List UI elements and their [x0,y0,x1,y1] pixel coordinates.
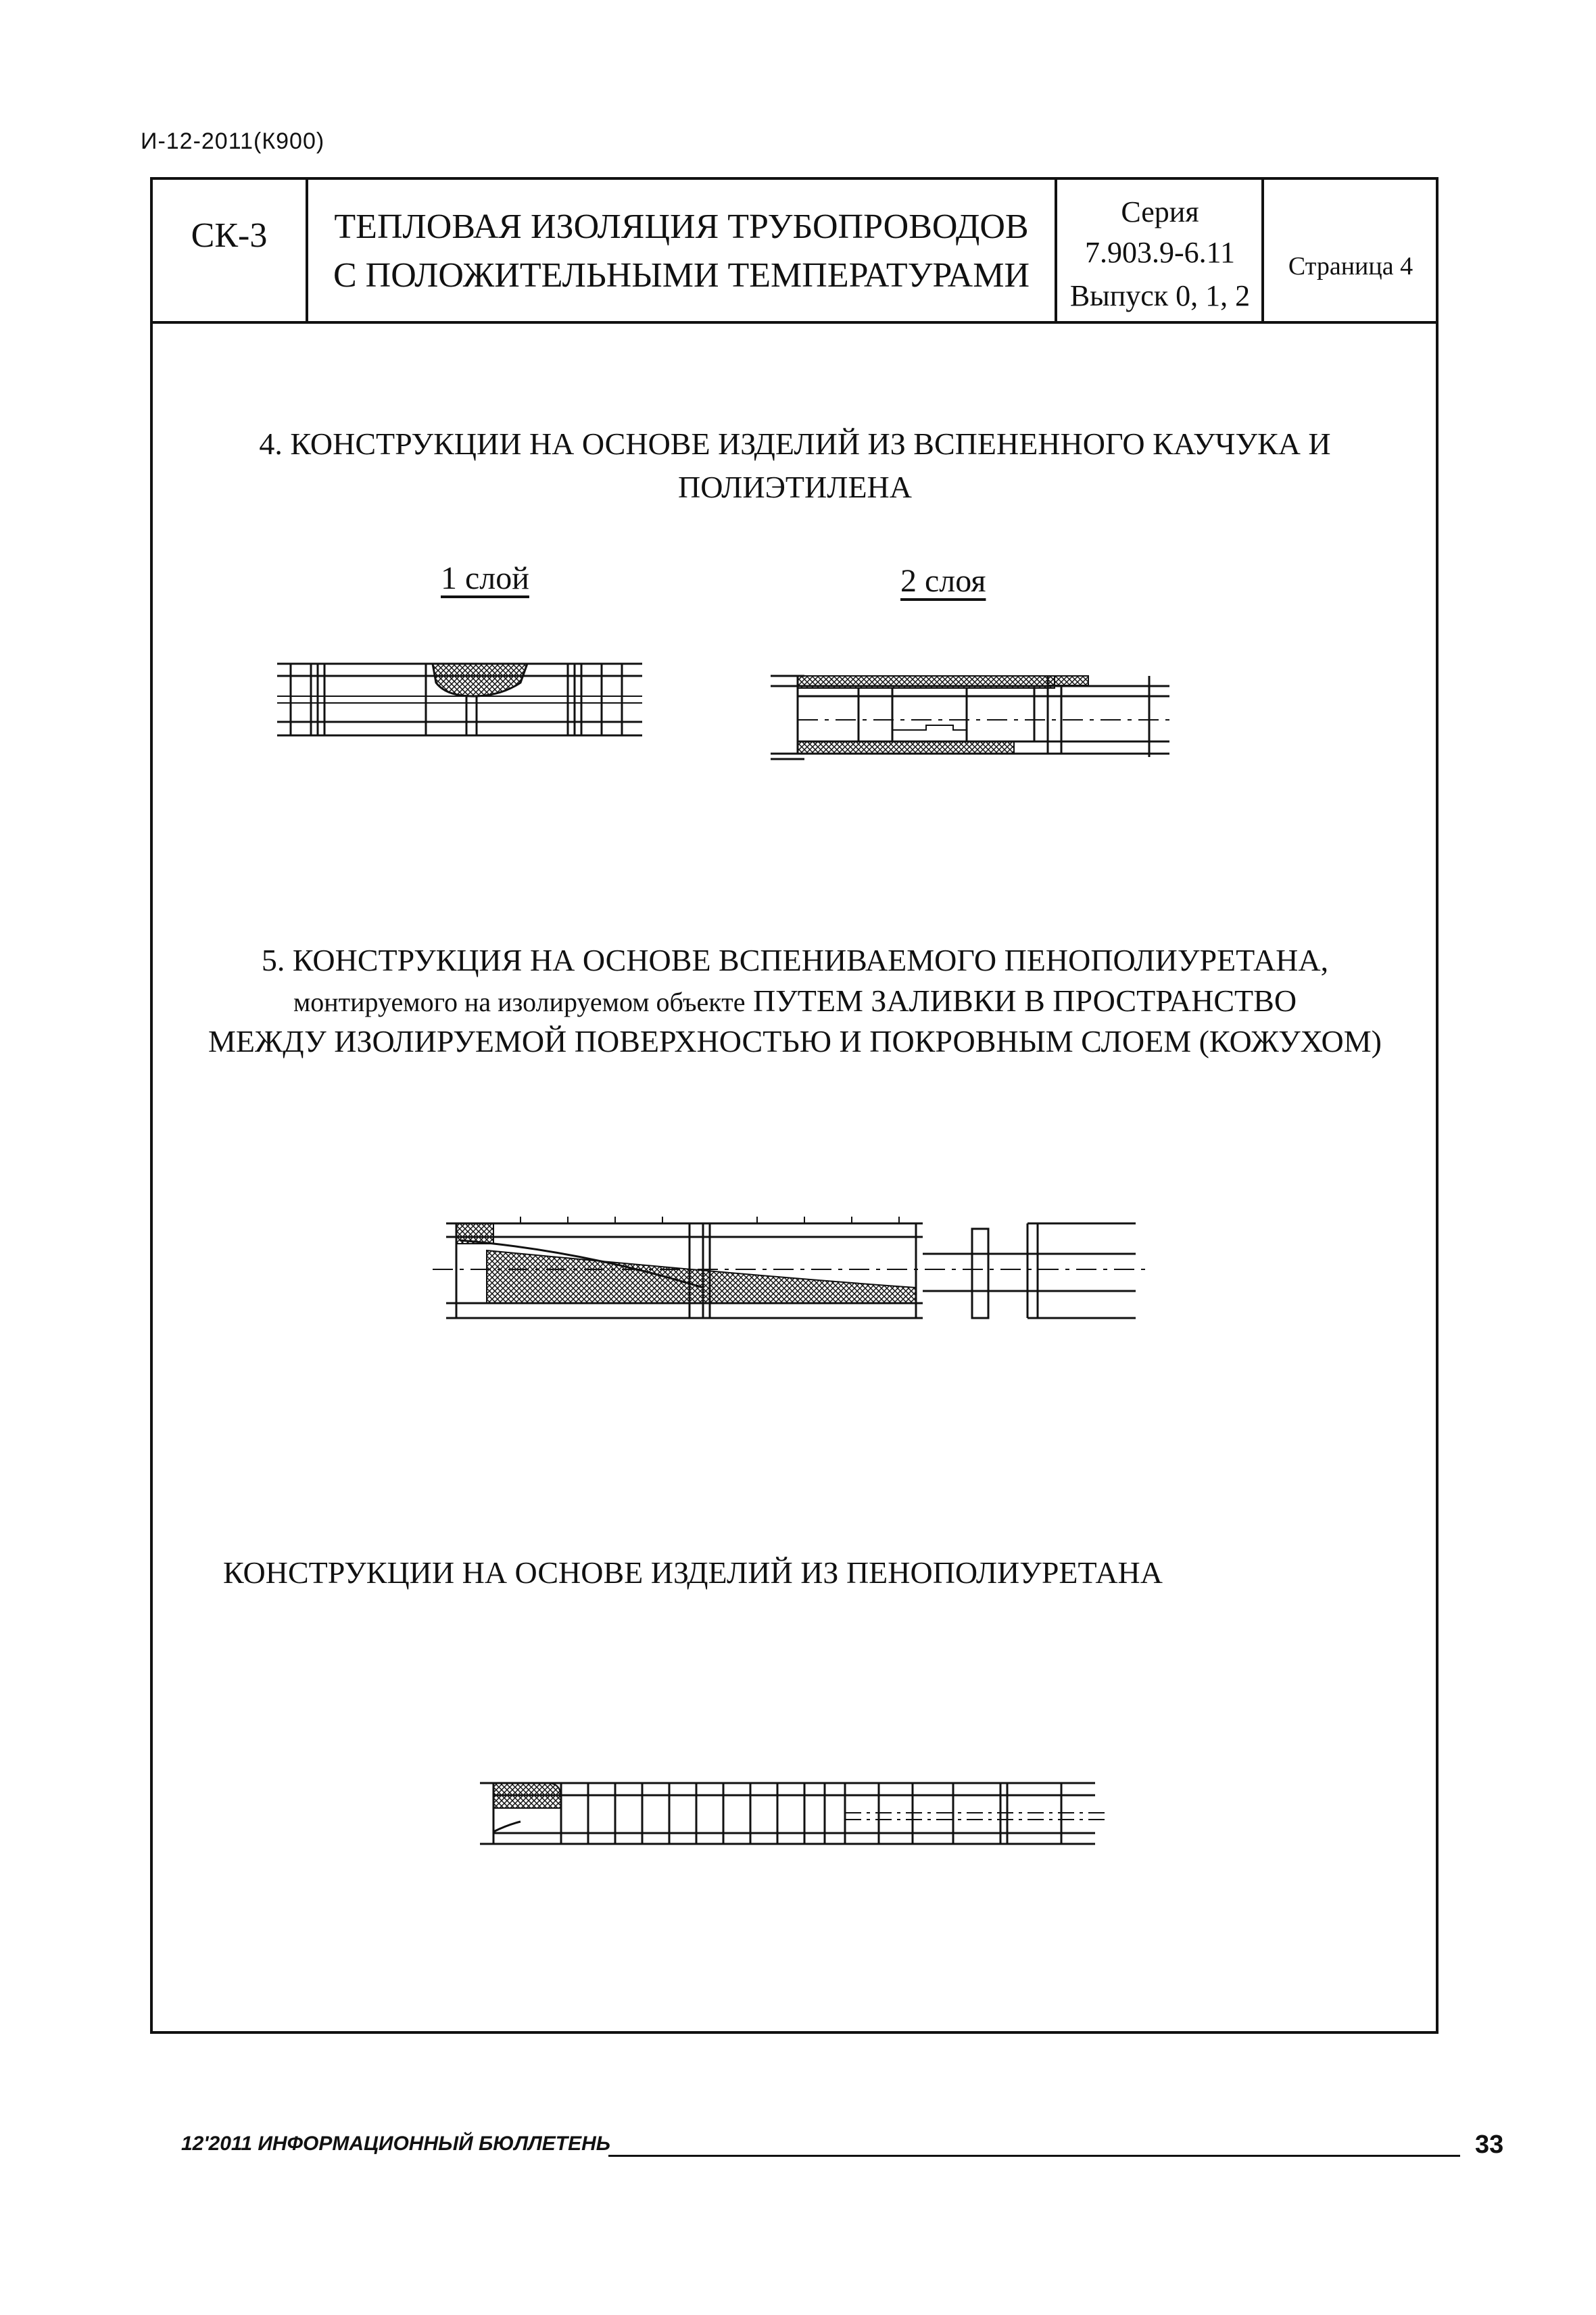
header-series-label: Серия [1121,195,1199,228]
section5-line3: МЕЖДУ ИЗОЛИРУЕМОЙ ПОВЕРХНОСТЬЮ И ПОКРОВНЫМ СЛОЕМ (КОЖУХОМ) [208,1024,1382,1058]
section5-line2-caps: ПУТЕМ ЗАЛИВКИ В ПРОСТРАНСТВО [752,983,1297,1018]
document-code: И-12-2011(К900) [141,128,325,154]
header-page: Страница 4 [1288,252,1413,281]
section4-title-line2: ПОЛИЭТИЛЕНА [678,470,912,504]
section5-line2-small: монтируемого на изолируемом объекте [293,987,746,1017]
drawing-poured-foam [419,1210,1149,1332]
header-divider-1 [306,177,308,322]
header-issue: Выпуск 0, 1, 2 [1069,279,1251,312]
footer-rule [608,2155,1460,2157]
header-title-line2: С ПОЛОЖИТЕЛЬНЫМИ ТЕМПЕРАТУРАМИ [333,256,1030,295]
header-code: СК-3 [191,216,268,255]
section5-line1: 5. КОНСТРУКЦИЯ НА ОСНОВЕ ВСПЕНИВАЕМОГО ПЕНОПОЛИУРЕТАНА, [261,943,1329,977]
drawing-one-layer [270,649,649,750]
footer-page-number: 33 [1475,2130,1504,2159]
label-two-layers: 2 слоя [900,563,986,599]
drawing-ppu-segments [466,1771,1115,1859]
header-divider-3 [1261,177,1264,322]
section4-title-line1: 4. КОНСТРУКЦИИ НА ОСНОВЕ ИЗДЕЛИЙ ИЗ ВСПЕНЕННОГО КАУЧУКА И [259,427,1331,461]
header-series-number: 7.903.9-6.11 [1084,236,1236,269]
header-bottom-rule [150,321,1438,324]
footer-bulletin: 12'2011 ИНФОРМАЦИОННЫЙ БЮЛЛЕТЕНЬ [181,2133,611,2155]
header-title-line1: ТЕПЛОВАЯ ИЗОЛЯЦИЯ ТРУБОПРОВОДОВ [334,208,1029,246]
section5-line2 [153,981,1437,1022]
label-one-layer: 1 слой [441,560,529,596]
drawing-two-layers [764,666,1183,767]
section6-title: КОНСТРУКЦИИ НА ОСНОВЕ ИЗДЕЛИЙ ИЗ ПЕНОПОЛИУРЕТАНА [223,1555,1163,1590]
header-divider-2 [1055,177,1057,322]
